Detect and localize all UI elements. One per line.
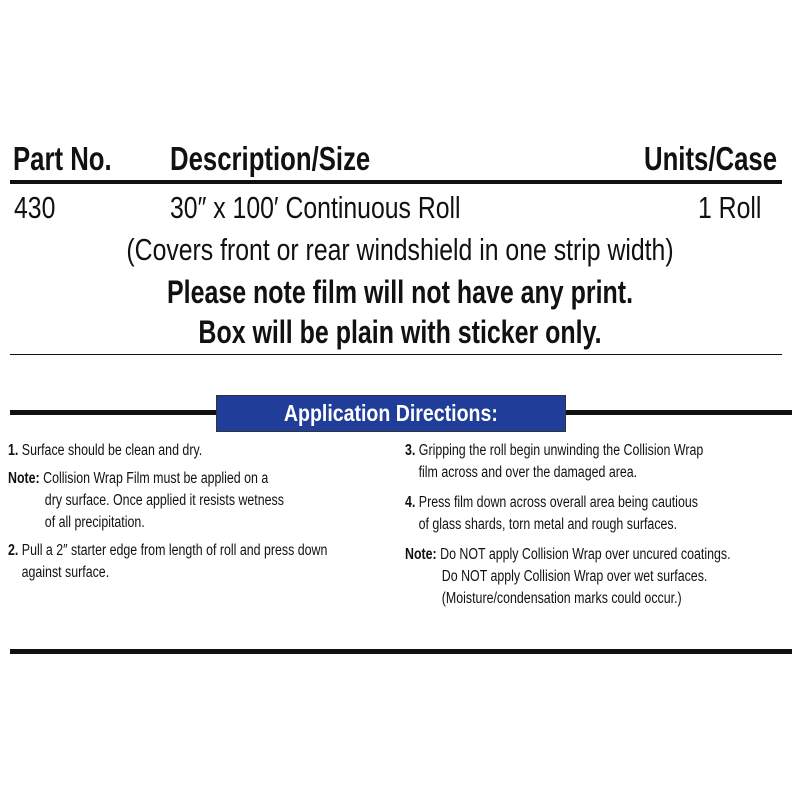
- units-case: 1 Roll: [698, 190, 762, 225]
- note-2: Note: Do NOT apply Collision Wrap over uncured coatings. Do NOT apply Collision Wrap over wet surfaces. (Moisture/condensation marks could occur.): [405, 546, 731, 607]
- step-3: 3. Gripping the roll begin unwinding the Collision Wrap film across and over the damaged area.: [405, 442, 704, 481]
- directions-title-banner: [216, 395, 566, 432]
- directions-title: Application Directions:: [284, 400, 498, 426]
- print-notice: Please note film will not have any print.: [166, 274, 634, 310]
- part-number: 430: [14, 190, 56, 225]
- header-description: Description/Size: [170, 140, 371, 177]
- box-notice: Box will be plain with sticker only.: [198, 314, 602, 350]
- step-1: 1. Surface should be clean and dry.: [8, 442, 203, 459]
- header-divider: [10, 180, 782, 184]
- header-part-no: Part No.: [13, 140, 112, 177]
- note-1: Note: Collision Wrap Film must be applied on a dry surface. Once applied it resists wetness of all precipitation.: [8, 470, 284, 531]
- bottom-rule: [10, 649, 792, 654]
- table-bottom-line: [10, 354, 782, 355]
- step-4: 4. Press film down across overall area being cautious of glass shards, torn metal and rough surfaces.: [405, 494, 698, 533]
- header-units: Units/Case: [644, 140, 778, 177]
- description: 30″ x 100′ Continuous Roll: [170, 190, 461, 225]
- step-2: 2. Pull a 2″ starter edge from length of roll and press down against surface.: [8, 542, 328, 581]
- coverage-note: (Covers front or rear windshield in one strip width): [126, 232, 674, 267]
